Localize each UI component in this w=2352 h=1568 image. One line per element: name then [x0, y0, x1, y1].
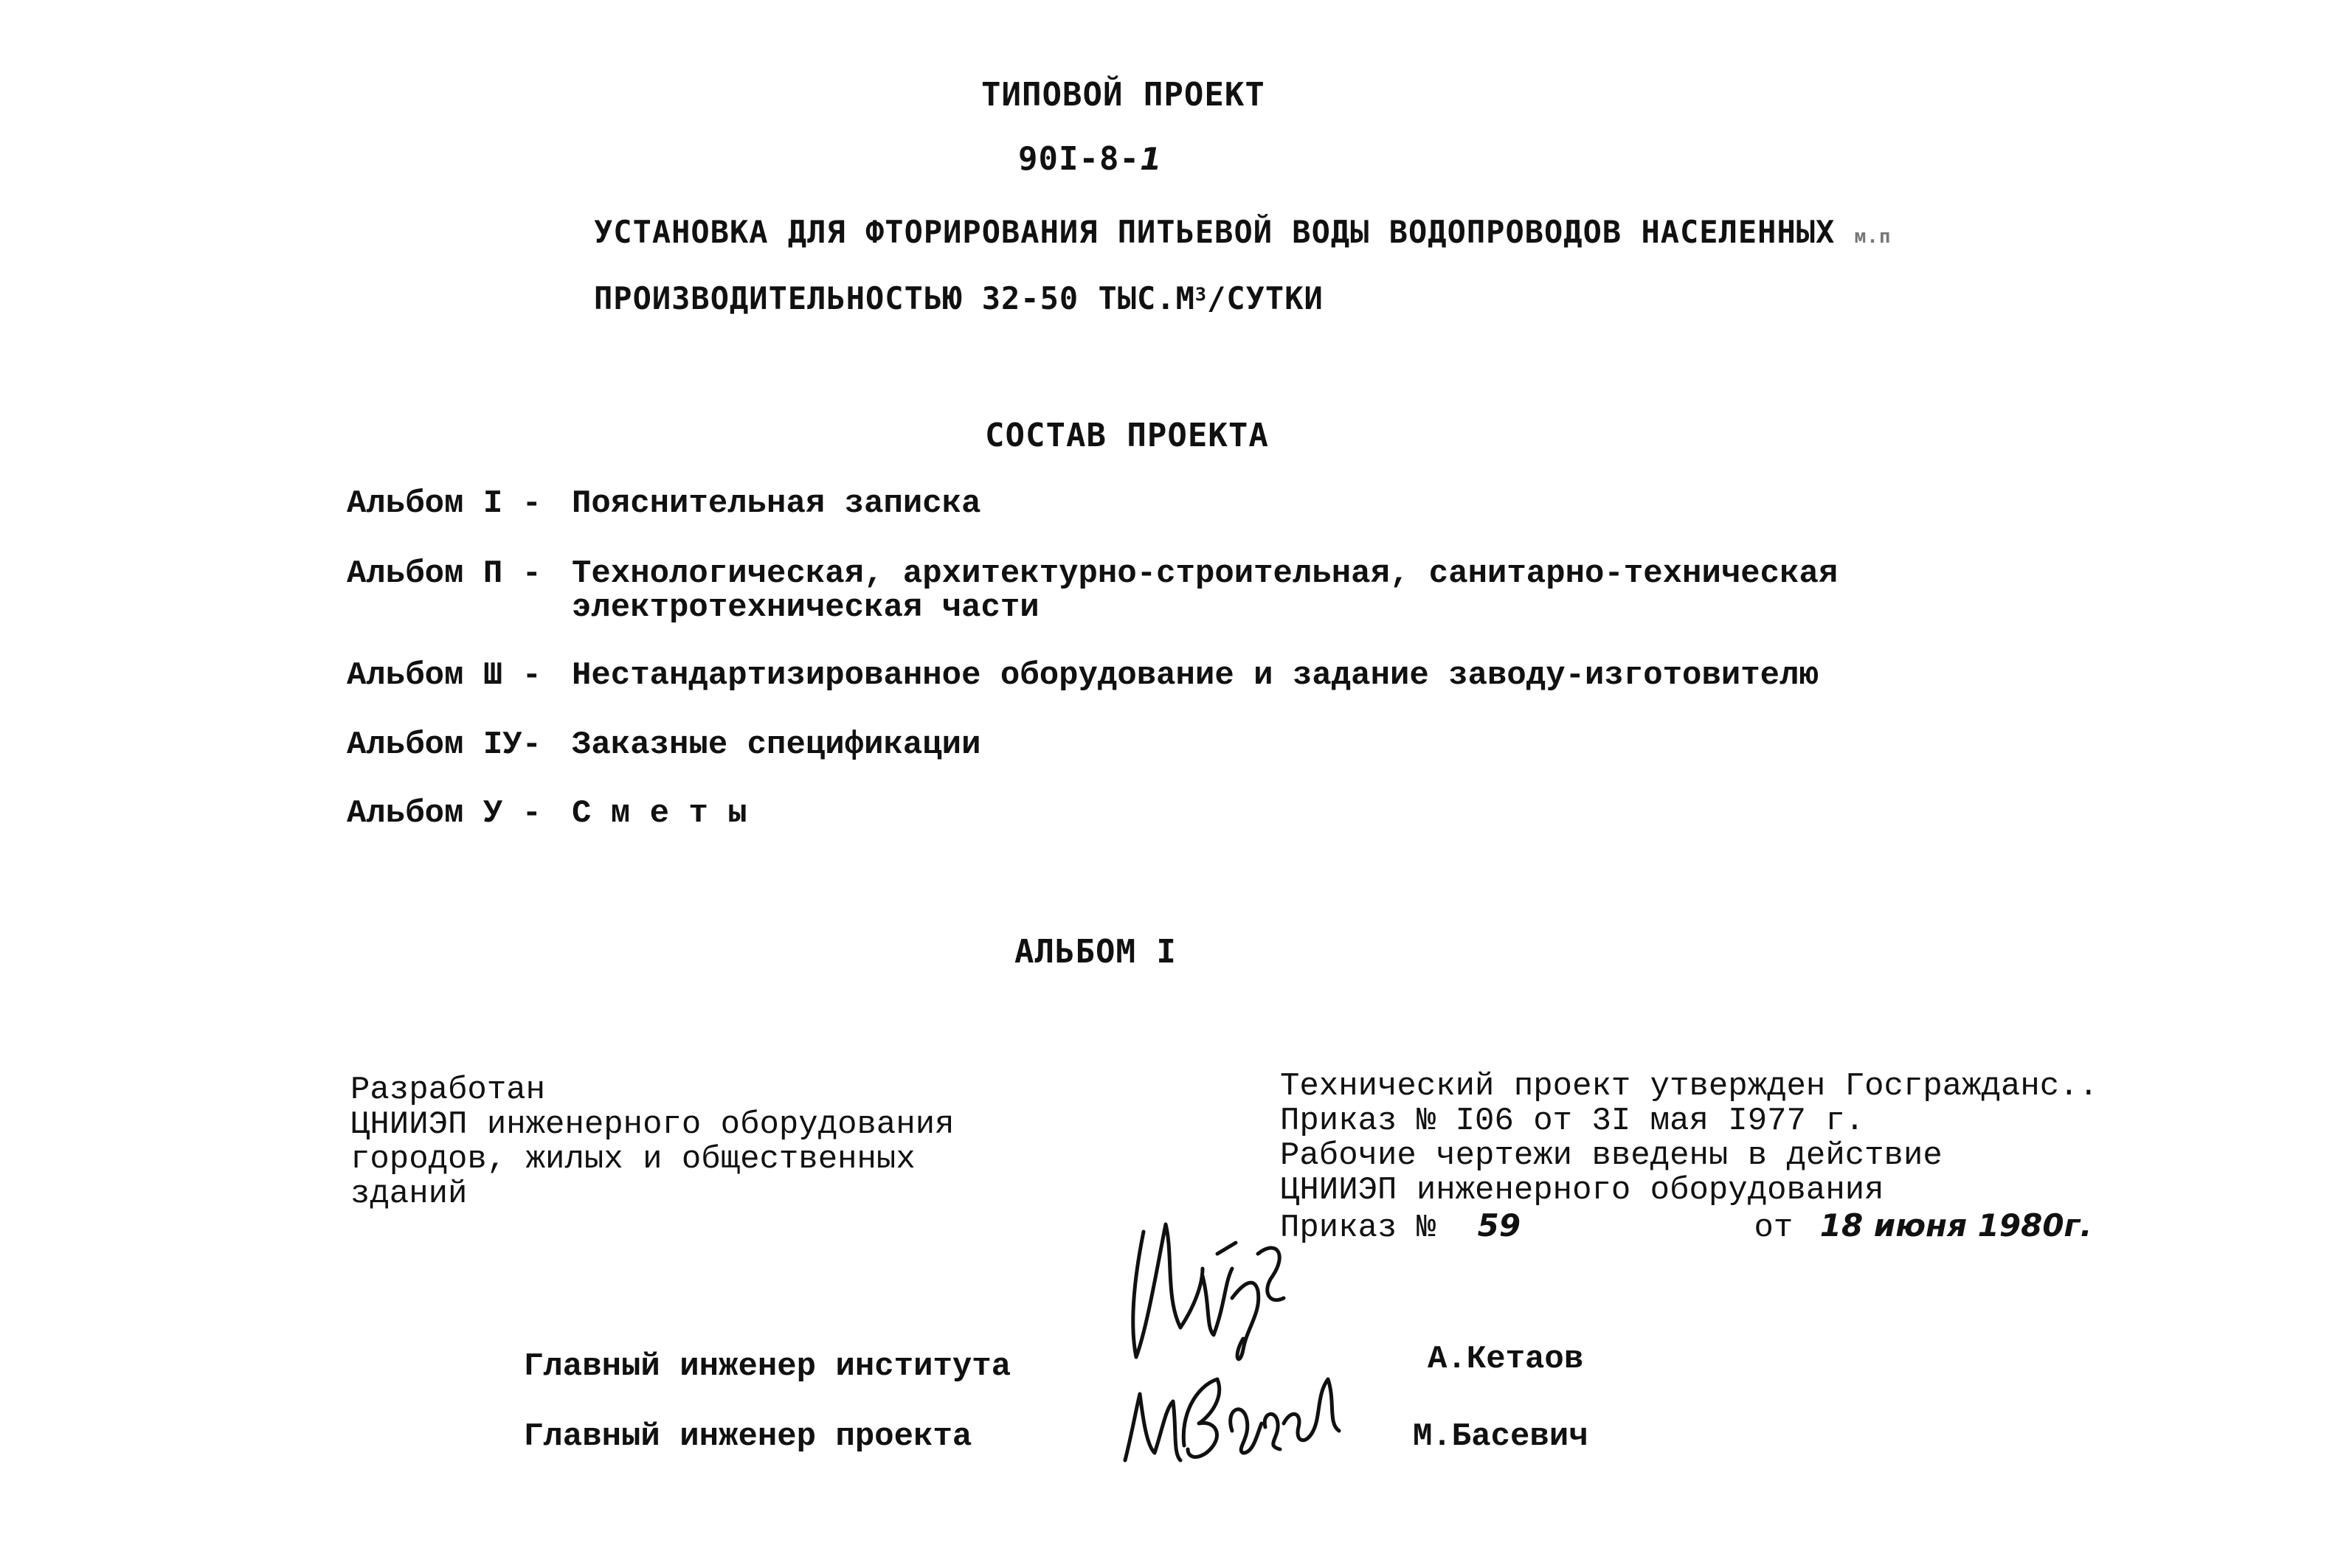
order-date: 18 июня 1980г. — [1819, 1207, 2092, 1243]
developer-organization-line3: зданий — [350, 1176, 468, 1213]
project-title-line1-text: УСТАНОВКА ДЛЯ ФТОРИРОВАНИЯ ПИТЬЕВОЙ ВОДЫ ВОДОПРОВОДОВ НАСЕЛЕННЫХ — [594, 214, 1836, 250]
approval-line: Рабочие чертежи введены в действие — [1280, 1137, 1943, 1174]
institute-chief-engineer-name: А.Кетаов — [1428, 1341, 1584, 1378]
developer-label: Разработан — [350, 1072, 546, 1109]
album-prefix: Альбом У - — [347, 795, 542, 832]
album-item — [347, 728, 981, 762]
order-from: от — [1754, 1210, 1794, 1246]
developer-block — [350, 1073, 955, 1212]
developer-organization-line2: городов, жилых и общественных — [350, 1141, 916, 1178]
album-prefix: Альбом П - — [347, 555, 542, 592]
approval-block — [1280, 1069, 2098, 1246]
album-description: Заказные спецификации — [572, 726, 981, 763]
handwritten-signature-2 — [1114, 1357, 1350, 1475]
order-label: Приказ № — [1280, 1210, 1436, 1246]
institute-chief-engineer-title: Главный инженер института — [524, 1348, 1011, 1385]
album-item — [347, 797, 747, 830]
album-item — [347, 487, 981, 521]
album-item — [347, 659, 1819, 693]
approval-order: Приказ № I06 от 3I мая I977 г. — [1280, 1103, 1865, 1139]
album-description: Пояснительная записка — [572, 485, 981, 522]
album-prefix: Альбом I - — [347, 485, 542, 522]
album-description: Нестандартизированное оборудование и задание заводу-изготовителю — [572, 657, 1819, 694]
album-description: Технологическая, архитектурно-строительная, санитарно-техническая — [572, 555, 1839, 592]
order-number: 59 — [1477, 1207, 1521, 1243]
album-description-continued: электротехническая части — [572, 589, 1040, 626]
album-prefix: Альбом IУ- — [347, 726, 542, 763]
project-chief-engineer-title: Главный инженер проекта — [524, 1418, 972, 1455]
album-description: С м е т ы — [572, 795, 747, 832]
album-item — [347, 557, 1838, 625]
approval-line: Технический проект утвержден Госгражданс.. — [1280, 1068, 2098, 1105]
project-title-line2 — [594, 280, 1324, 316]
project-title-line2-suffix: /СУТКИ — [1207, 280, 1324, 316]
project-number-suffix: 1 — [1139, 141, 1163, 177]
approval-order-2 — [1280, 1208, 2098, 1246]
handwritten-signature-1 — [1114, 1210, 1306, 1372]
album-prefix: Альбом Ш - — [347, 657, 542, 694]
project-number-main: 90I-8- — [1018, 140, 1140, 178]
project-number — [1018, 140, 1162, 178]
developer-organization: ЦНИИЭП инженерного оборудования — [350, 1106, 955, 1143]
project-chief-engineer-name: М.Басевич — [1413, 1418, 1588, 1455]
document-type: ТИПОВОЙ ПРОЕКТ — [981, 76, 1265, 114]
project-title-line2-prefix: ПРОИЗВОДИТЕЛЬНОСТЬЮ 32-50 ТЫС.М — [594, 280, 1195, 316]
project-title-line1 — [594, 214, 1892, 250]
project-title-line1-tail: м.п — [1854, 226, 1892, 248]
composition-heading: СОСТАВ ПРОЕКТА — [985, 417, 1269, 454]
approval-organization: ЦНИИЭП инженерного оборудования — [1280, 1172, 1884, 1209]
project-title-line2-sup: 3 — [1194, 283, 1208, 305]
album-heading: АЛЬБОМ I — [1014, 933, 1177, 971]
